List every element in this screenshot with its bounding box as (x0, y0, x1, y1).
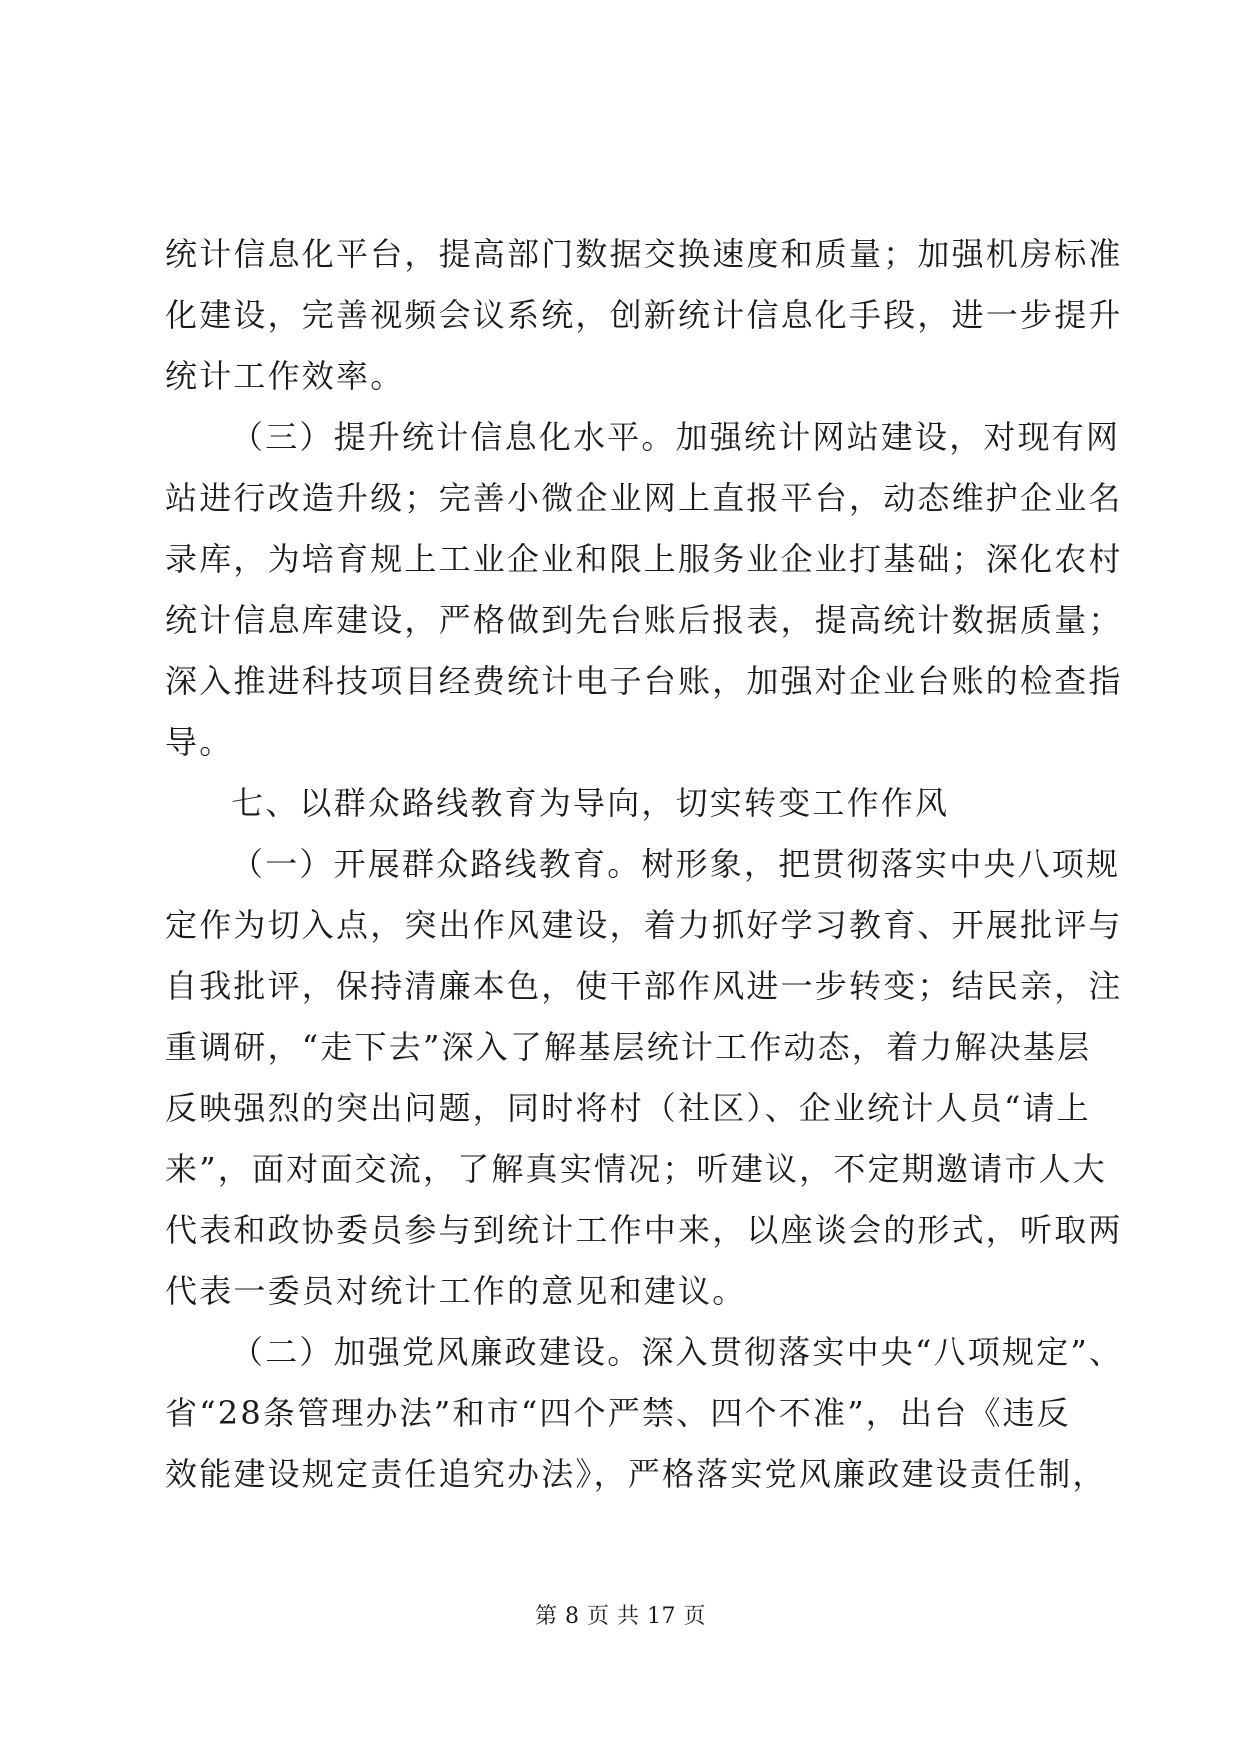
text-line: 自我批评，保持清廉本色，使干部作风进一步转变；结民亲，注 (165, 967, 1123, 1005)
text-line: 代表一委员对统计工作的意见和建议。 (165, 1272, 747, 1310)
paragraph-first-line: （三）提升统计信息化水平。加强统计网站建设，对现有网 (231, 418, 1121, 456)
text-line: 代表和政协委员参与到统计工作中来，以座谈会的形式，听取两 (165, 1211, 1123, 1249)
text-line: 化建设，完善视频会议系统，创新统计信息化手段，进一步提升 (165, 296, 1123, 334)
text-line: 深入推进科技项目经费统计电子台账，加强对企业台账的检查指 (165, 662, 1123, 700)
text-line: 反映强烈的突出问题，同时将村（社区）、企业统计人员“请上 (165, 1089, 1091, 1127)
paragraph-first-line: （一）开展群众路线教育。树形象，把贯彻落实中央八项规 (231, 845, 1121, 883)
text-line: 站进行改造升级；完善小微企业网上直报平台，动态维护企业名 (165, 479, 1123, 517)
text-line: 定作为切入点，突出作风建设，着力抓好学习教育、开展批评与 (165, 906, 1123, 944)
text-line: 录库，为培育规上工业企业和限上服务业企业打基础；深化农村 (165, 540, 1123, 578)
page-number: 第 8 页 共 17 页 (535, 1604, 706, 1629)
text-line: 重调研，“走下去”深入了解基层统计工作动态，着力解决基层 (165, 1028, 1092, 1066)
paragraph-first-line: （二）加强党风廉政建设。深入贯彻落实中央“八项规定”、 (231, 1333, 1124, 1371)
text-line: 来”，面对面交流，了解真实情况；听建议，不定期邀请市人大 (165, 1150, 1107, 1188)
document-body (165, 224, 1124, 1505)
text-line: 导。 (165, 723, 234, 761)
text-line: 统计信息化平台，提高部门数据交换速度和质量；加强机房标准 (165, 235, 1123, 273)
text-line: 统计信息库建设，严格做到先台账后报表，提高统计数据质量； (165, 601, 1123, 639)
text-line: 统计工作效率。 (165, 357, 405, 395)
text-line: 效能建设规定责任追究办法》，严格落实党风廉政建设责任制， (165, 1455, 1107, 1493)
section-heading: 七、以群众路线教育为导向，切实转变工作作风 (231, 784, 950, 822)
page-footer (0, 1602, 1241, 1632)
text-line: 省“28条管理办法”和市“四个严禁、四个不准”，出台《违反 (165, 1394, 1071, 1432)
